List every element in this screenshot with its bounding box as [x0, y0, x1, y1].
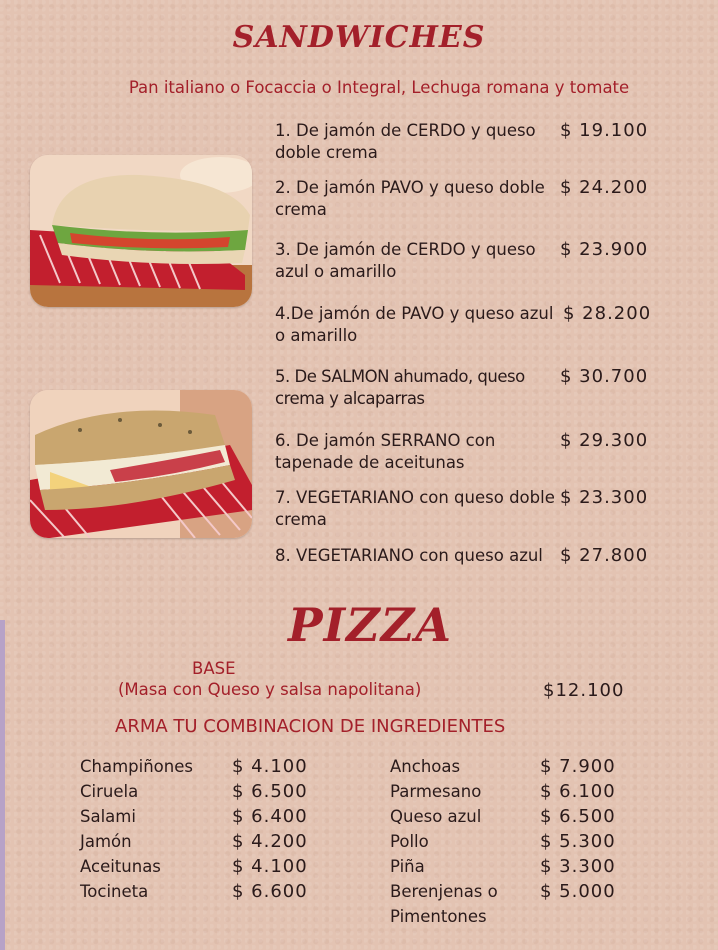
sandwich-price-5: $ 30.700 [560, 366, 649, 387]
sandwiches-title: SANDWICHES [232, 20, 486, 55]
ingredient-price: $ 6.400 [232, 806, 308, 827]
sandwich-item-5: 5. De SALMON ahumado, queso crema y alcaparras [275, 367, 525, 408]
sandwich-item-1: 1. De jamón de CERDO y queso doble crema [275, 121, 536, 162]
pizza-base-label: BASE [192, 659, 236, 678]
sandwich-item-3: 3. De jamón de CERDO y queso azul o amarillo [275, 240, 536, 281]
ingredient-price: $ 4.100 [232, 856, 308, 877]
ingredient-price: $ 6.100 [540, 781, 616, 802]
pizza-base-price: $12.100 [543, 680, 625, 701]
sandwich-photo-1 [30, 155, 252, 307]
pizza-title: PIZZA [288, 598, 452, 652]
ingredient-price: $ 7.900 [540, 756, 616, 777]
sandwich-price-1: $ 19.100 [560, 120, 649, 141]
ingredient-price: $ 4.200 [232, 831, 308, 852]
ingredients-title: ARMA TU COMBINACION DE INGREDIENTES [115, 716, 506, 737]
ingredient-name: Queso azul [390, 807, 482, 826]
ingredient-price: $ 3.300 [540, 856, 616, 877]
ingredient-name: Aceitunas [80, 857, 161, 876]
ingredient-name: Pollo [390, 832, 429, 851]
sandwich-price-6: $ 29.300 [560, 430, 649, 451]
side-accent-bar [0, 620, 5, 950]
sandwich-item-4: 4.De jamón de PAVO y queso azul o amarillo [275, 304, 554, 345]
sandwich-price-2: $ 24.200 [560, 177, 649, 198]
ingredient-price: $ 6.500 [540, 806, 616, 827]
ingredient-price: $ 6.500 [232, 781, 308, 802]
sandwich-item-2: 2. De jamón PAVO y queso doble crema [275, 178, 545, 219]
sandwich-price-3: $ 23.900 [560, 239, 649, 260]
ingredient-name: Piña [390, 857, 425, 876]
pizza-base-description: (Masa con Queso y salsa napolitana) [118, 680, 422, 699]
ingredient-name: Parmesano [390, 782, 482, 801]
ingredient-name: Jamón [80, 832, 132, 851]
ingredient-name: Ciruela [80, 782, 139, 801]
ingredient-price: $ 4.100 [232, 756, 308, 777]
sandwich-price-4: $ 28.200 [563, 303, 652, 324]
ingredient-name: Champiñones [80, 757, 193, 776]
ingredient-price: $ 6.600 [232, 881, 308, 902]
ingredient-name: Tocineta [80, 882, 149, 901]
sandwiches-subtitle: Pan italiano o Focaccia o Integral, Lechuga romana y tomate [128, 78, 630, 97]
ingredient-price: $ 5.000 [540, 881, 616, 902]
sandwich-item-6: 6. De jamón SERRANO con tapenade de aceitunas [275, 431, 496, 472]
sandwich-photo-2 [30, 390, 252, 538]
ingredient-name: Salami [80, 807, 136, 826]
sandwich-price-7: $ 23.300 [560, 487, 649, 508]
sandwich-item-7: 7. VEGETARIANO con queso doble crema [275, 488, 555, 529]
ingredient-price: $ 5.300 [540, 831, 616, 852]
ingredient-name: Anchoas [390, 757, 461, 776]
ingredient-name: Berenjenas o Pimentones [390, 882, 498, 926]
sandwich-item-8: 8. VEGETARIANO con queso azul [275, 546, 543, 565]
sandwich-price-8: $ 27.800 [560, 545, 649, 566]
